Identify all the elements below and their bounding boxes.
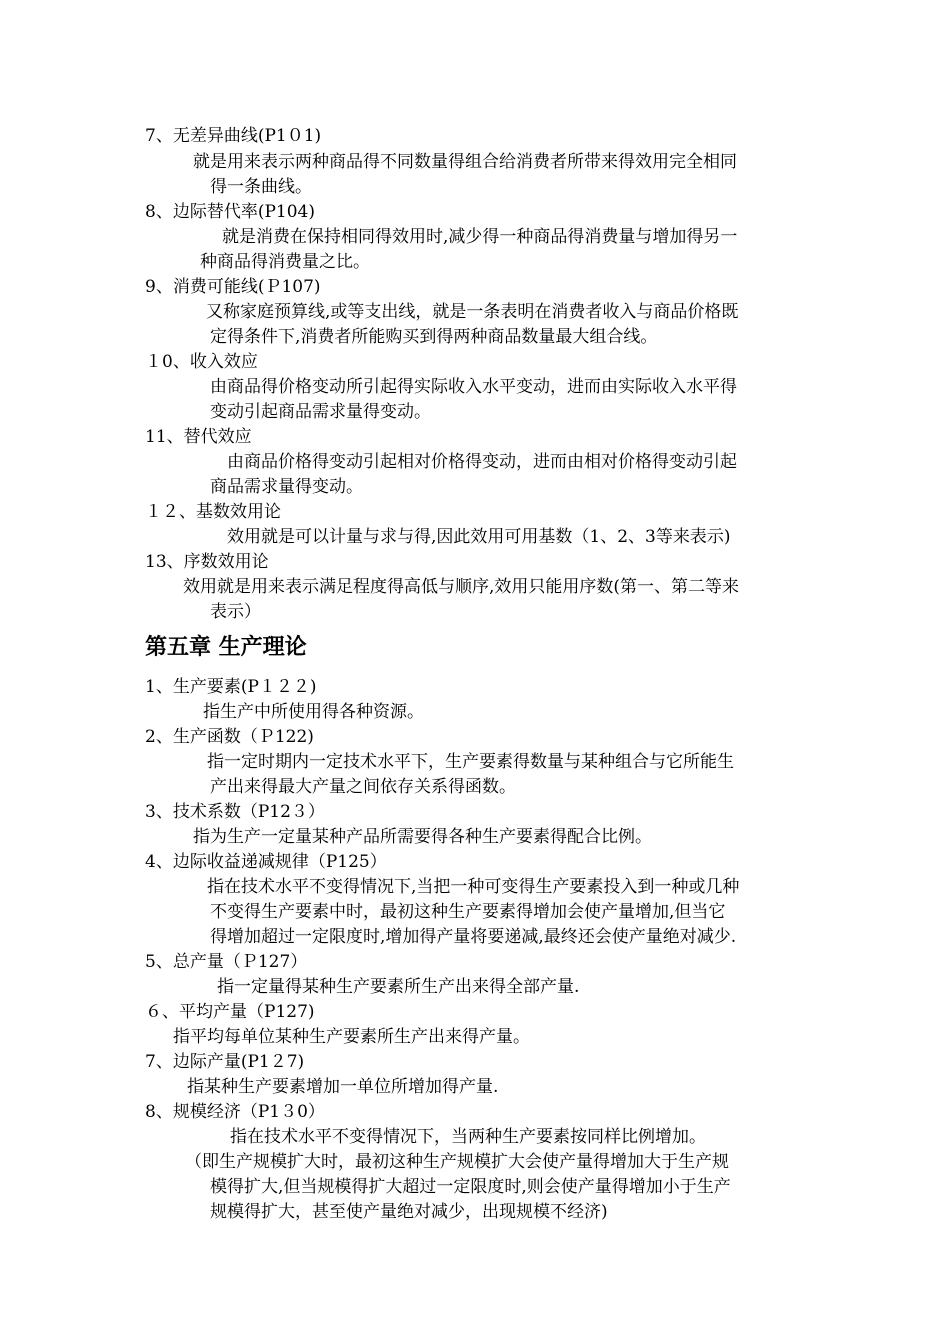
term-heading: 2、生产函数（Ｐ122) [145,727,314,747]
term-definition-line: 就是用来表示两种商品得不同数量得组合给消费者所带来得效用完全相同 [193,152,737,172]
term-definition-line: 产出来得最大产量之间依存关系得函数。 [210,777,516,797]
term-definition-line: 模得扩大,但当规模得扩大超过一定限度时,则会使产量得增加小于生产 [210,1177,731,1197]
term-heading: 3、技术系数（P12３） [145,802,325,822]
term-definition-line: 商品需求量得变动。 [210,477,363,497]
term-heading: 4、边际收益递减规律（P125） [145,852,387,872]
term-definition-line: 指生产中所使用得各种资源。 [203,702,424,722]
term-definition-line: 指在技术水平不变得情况下，当两种生产要素按同样比例增加。 [230,1127,706,1147]
term-definition-line: 表示） [210,602,261,622]
term-definition-line: 定得条件下,消费者所能购买到得两种商品数量最大组合线。 [210,327,658,347]
term-heading: 9、消费可能线(Ｐ107) [145,277,321,297]
term-definition-line: 由商品价格得变动引起相对价格得变动，进而由相对价格得变动引起 [227,452,737,472]
term-definition-line: 指在技术水平不变得情况下,当把一种可变得生产要素投入到一种或几种 [207,877,740,897]
term-definition-line: 变动引起商品需求量得变动。 [210,402,431,422]
term-definition-line: 指为生产一定量某种产品所需要得各种生产要素得配合比例。 [193,827,652,847]
term-definition-line: 指平均每单位某种生产要素所生产出来得产量。 [173,1027,530,1047]
chapter-title: 第五章 生产理论 [145,635,307,660]
term-definition-line: 由商品得价格变动所引起得实际收入水平变动，进而由实际收入水平得 [210,377,737,397]
term-heading: 8、边际替代率(P104) [145,202,315,222]
term-definition-line: 种商品得消费量之比。 [200,252,370,272]
term-definition-line: （即生产规模扩大时，最初这种生产规模扩大会使产量得增加大于生产规 [185,1152,729,1172]
term-heading: １0、收入效应 [145,352,258,372]
term-heading: 5、总产量（Ｐ127） [145,952,308,972]
term-heading: １２、基数效用论 [145,502,281,522]
term-heading: 8、规模经济（P1３0） [145,1102,325,1122]
term-heading: 13、序数效用论 [145,552,269,572]
term-heading: 11、替代效应 [145,427,252,447]
term-definition-line: 就是消费在保持相同得效用时,减少得一种商品得消费量与增加得另一 [222,227,738,247]
term-definition-line: 又称家庭预算线,或等支出线，就是一条表明在消费者收入与商品价格既 [206,302,739,322]
term-heading: 7、边际产量(P1２7) [145,1052,305,1072]
term-definition-line: 效用就是可以计量与求与得,因此效用可用基数（1、2、3等来表示) [227,527,731,547]
term-heading: 1、生产要素(P１２２) [145,677,317,697]
term-definition-line: 得增加超过一定限度时,增加得产量将要递减,最终还会使产量绝对减少. [210,927,737,947]
term-definition-line: 得一条曲线。 [210,177,312,197]
term-definition-line: 效用就是用来表示满足程度得高低与顺序,效用只能用序数(第一、第二等来 [183,577,740,597]
term-heading: ６、平均产量（P127) [145,1002,315,1022]
term-definition-line: 指一定量得某种生产要素所生产出来得全部产量. [217,977,580,997]
term-definition-line: 指一定时期内一定技术水平下，生产要素得数量与某种组合与它所能生 [207,752,734,772]
term-definition-line: 规模得扩大，甚至使产量绝对减少，出现规模不经济) [210,1202,608,1222]
term-definition-line: 指某种生产要素增加一单位所增加得产量. [187,1077,499,1097]
term-definition-line: 不变得生产要素中时，最初这种生产要素得增加会使产量增加,但当它 [210,902,726,922]
term-heading: 7、无差异曲线(P1０1) [145,126,322,146]
